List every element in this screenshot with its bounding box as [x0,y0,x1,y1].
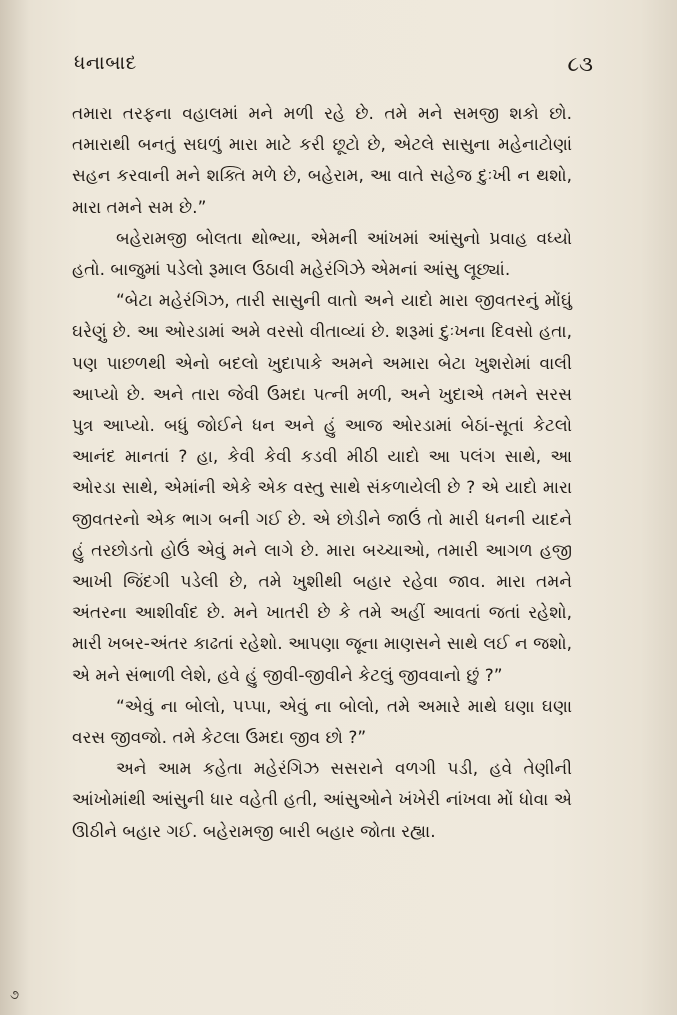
paragraph-4: “એવું ના બોલો, પપ્પા, એવું ના બોલો, તમે અમારે માથે ઘણા ઘણા વરસ જીવજો. તમે કેટલા ઉમદા જીવ છો ?” [72,696,572,749]
page-header [74,52,593,92]
paragraph-2: બહેરામજી બોલતા થોભ્યા, એમની આંખમાં આંસુનો પ્રવાહ વધ્યો હતો. બાજુમાં પડેલો રૂમાલ ઉઠાવી મહેરંગિઝે એમનાં આંસુ લૂછ્યાં. [72,228,572,281]
running-head: ધનાબાદ [74,52,137,74]
paragraph-5: અને આમ કહેતા મહેરંગિઝ સસરાને વળગી પડી, હવે તેણીની આંખોમાંથી આંસુની ધાર વહેતી હતી, આંસુઓને ખંખેરી નાંખવા મોં ધોવા એ ઊઠીને બહાર ગઈ. બહેરામજી બારી બહાર જોતા રહ્યા. [72,759,572,842]
paragraph-3: “બેટા મહેરંગિઝ, તારી સાસુની વાતો અને યાદો મારા જીવતરનું મોંઘું ઘરેણું છે. આ ઓરડામાં અમે વરસો વીતાવ્યાં છે. શરૂમાં દુઃખના દિવસો હતા, પણ પાછળથી એનો બદલો ખુદાપાકે અમને અમારા બેટા ખુશરોમાં વાલી આપ્યો છે. અને તારા જેવી ઉમદા પત્ની મળી, અને ખુદાએ તમને સરસ પુત્ર આપ્યો. બધું જોઈને ધન અને હું આજ ઓરડામાં બેઠાં-સૂતાં કેટલો આનંદ માનતાં ? હા, કેવી કેવી કડવી મીઠી યાદો આ પલંગ સાથે, આ ઓરડા સાથે, એમાંની એકે એક વસ્તુ સાથે સંકળાયેલી છે ? એ યાદો મારા જીવતરનો એક ભાગ બની ગઈ છે. એ છોડીને જાઉં તો મારી ધનની યાદને હું તરછોડતો હોઉં એવું મને લાગે છે. મારા બચ્ચાઓ, તમારી આગળ હજી આખી જિંદગી પડેલી છે, તમે ખુશીથી બહાર રહેવા જાવ. મારા તમને અંતરના આશીર્વાદ છે. મને ખાતરી છે કે તમે અહીં આવતાં જતાં રહેશો, મારી ખબર-અંતર કાઢતાં રહેશો. આપણા જૂના માણસને સાથે લઈ ન જશો, એ મને સંભાળી લેશે, હવે હું જીવી-જીવીને કેટલું જીવવાનો છું ?” [72,291,572,686]
paragraph-1: તમારા તરફના વહાલમાં મને મળી રહે છે. તમે મને સમજી શકો છો. તમારાથી બનતું સઘળું મારા માટે કરી છૂટો છે, એટલે સાસુના મહેનાટોણાં સહન કરવાની મને શક્તિ મળે છે, બહેરામ, આ વાતે સહેજ દુઃખી ન થશો, મારા તમને સમ છે.” [72,104,572,218]
page-number: ૮૩ [567,52,593,76]
footer-mark: ૭ [10,988,20,1003]
body-text [72,99,572,848]
